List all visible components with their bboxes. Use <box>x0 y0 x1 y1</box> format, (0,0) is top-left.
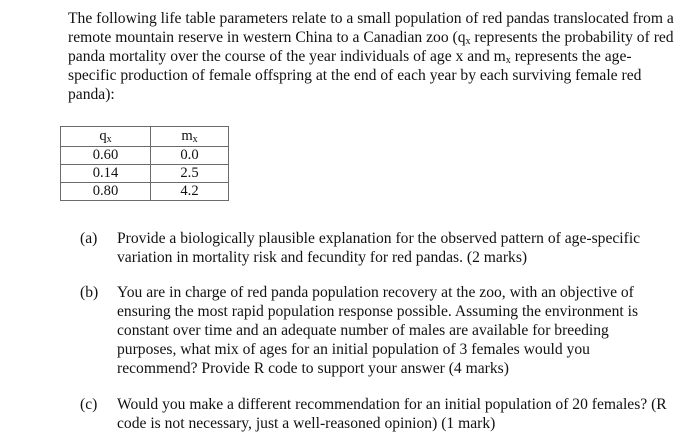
table-row <box>61 147 229 165</box>
intro-subscript-mx: x <box>505 55 511 66</box>
cell-mx: 0.0 <box>151 147 229 165</box>
cell-qx: 0.80 <box>61 183 151 201</box>
intro-text-a: The following life table parameters relate to a small population of red pandas translocated from a remote mountain reserve in western China to a Canadian zoo (q <box>68 10 674 46</box>
intro-text-c: represents the age-specific production of female offspring at the end of each year by each surviving female red panda): <box>68 48 642 103</box>
question-label: (c) <box>80 396 98 413</box>
question-label: (a) <box>80 230 98 247</box>
intro-text-b: represents the probability of red panda mortality over the course of the year individuals of age x and m <box>68 29 674 65</box>
table-row <box>61 165 229 183</box>
cell-mx: 4.2 <box>151 183 229 201</box>
life-table-grid <box>60 126 229 201</box>
question-b <box>80 283 672 378</box>
table-header-row <box>61 127 229 147</box>
intro-subscript-qx: x <box>465 36 471 47</box>
question-c <box>80 395 672 433</box>
life-table <box>60 126 229 201</box>
question-text: Provide a biologically plausible explanation for the observed pattern of age-specific variation in mortality risk and fecundity for red pandas. (2 marks) <box>117 230 641 266</box>
intro-paragraph <box>68 9 680 104</box>
question-text: Would you make a different recommendation for an initial population of 20 females? (R code is not necessary, just a well-reasoned opinion) (1 mark) <box>117 396 667 432</box>
cell-qx: 0.14 <box>61 165 151 183</box>
question-text: You are in charge of red panda population recovery at the zoo, with an objective of ensuring the most rapid population response possible. Assuming the environment is constant over time and an adequate number of males are available for breeding purposes, what mix of ages for an initial population of 3 females would you recommend? Provide R code to support your answer (4 marks) <box>117 284 639 377</box>
cell-qx: 0.60 <box>61 147 151 165</box>
question-label: (b) <box>80 284 99 301</box>
question-a <box>80 229 672 267</box>
cell-mx: 2.5 <box>151 165 229 183</box>
header-mx: $m_x$ <box>151 127 229 147</box>
table-row <box>61 183 229 201</box>
header-qx: $q_x$ <box>61 127 151 147</box>
